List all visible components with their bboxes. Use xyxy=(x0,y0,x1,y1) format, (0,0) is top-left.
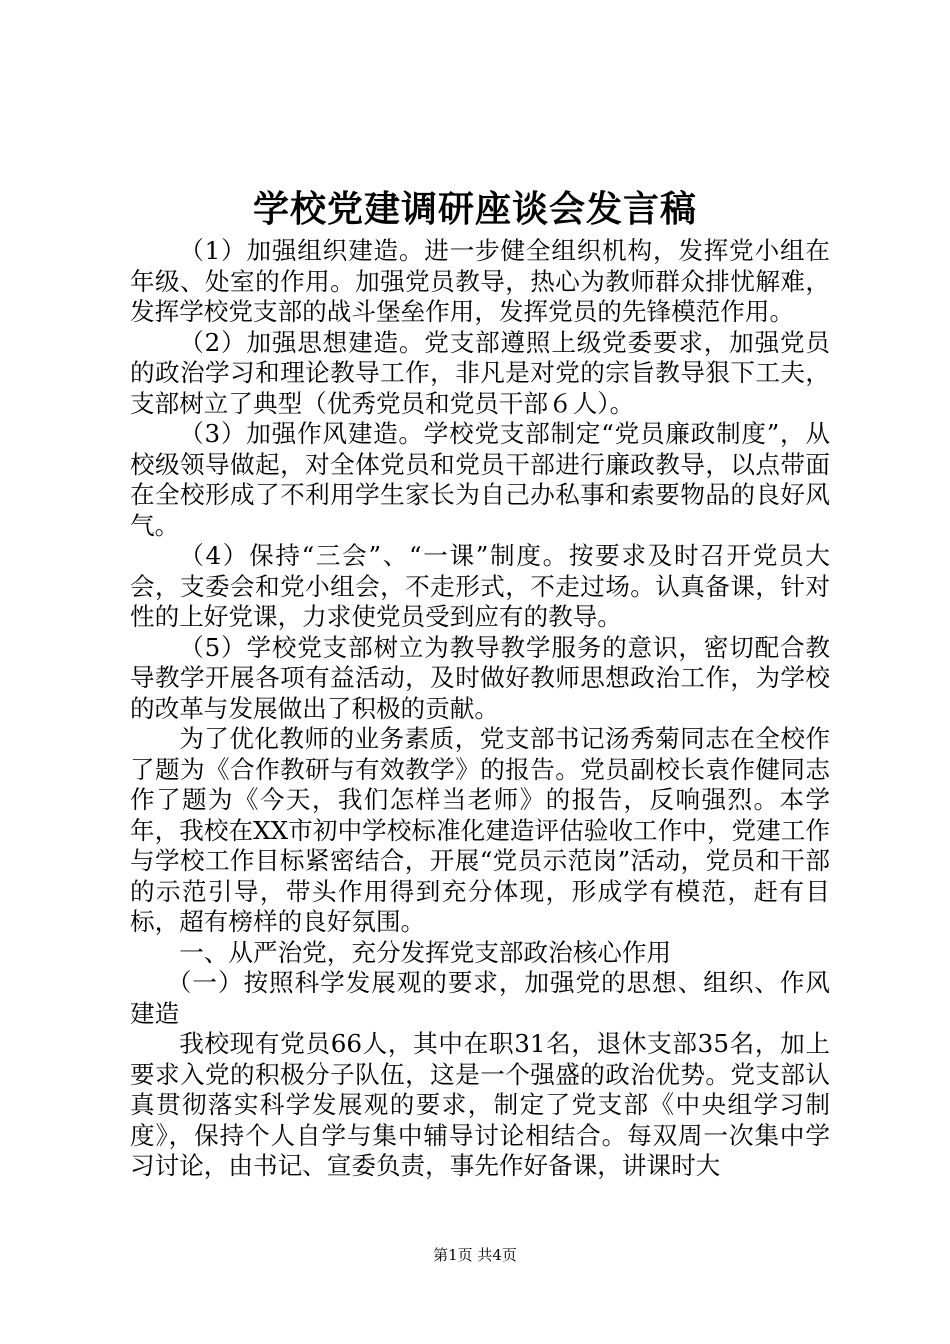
paragraph-work-style: （3）加强作风建造。学校党支部制定“党员廉政制度”，从校级领导做起，对全体党员和党员干部进行廉政教导，以点带面在全校形成了不利用学生家长为自己办私事和索要物品的良好风气。 xyxy=(130,419,830,540)
paragraph-meetings: （4）保持“三会”、“一课”制度。按要求及时召开党员大会，支委会和党小组会，不走形式，不走过场。认真备课，针对性的上好党课，力求使党员受到应有的教导。 xyxy=(130,541,830,631)
paragraph-ideology: （2）加强思想建造。党支部遵照上级党委要求，加强党员的政治学习和理论教导工作，非凡是对党的宗旨教导狠下工夫，支部树立了典型（优秀党员和党员干部６人）。 xyxy=(130,327,830,418)
document-body xyxy=(130,236,830,1182)
document-title: 学校党建调研座谈会发言稿 xyxy=(252,188,697,230)
page-footer: 第1页 共4页 xyxy=(433,1246,517,1264)
paragraph-organization: （1）加强组织建造。进一步健全组织机构，发挥党小组在年级、处室的作用。加强党员教导，热心为教师群众排忧解难，发挥学校党支部的战斗堡垒作用，发挥党员的先锋模范作用。 xyxy=(130,236,830,326)
subsection-heading-1: （一）按照科学发展观的要求，加强党的思想、组织、作风建造 xyxy=(130,968,830,1028)
section-heading-1: 一、从严治党，充分发挥党支部政治核心作用 xyxy=(179,937,672,967)
paragraph-members: 我校现有党员66人，其中在职31名，退休支部35名，加上要求入党的积极分子队伍，这是一个强盛的政治优势。党支部认真贯彻落实科学发展观的要求，制定了党支部《中央组学习制度》，保持个人自学与集中辅导讨论相结合。每双周一次集中学习讨论，由书记、宣委负责，事先作好备课，讲课时大 xyxy=(130,1029,830,1180)
paragraph-service: （5）学校党支部树立为教导教学服务的意识，密切配合教导教学开展各项有益活动，及时做好教师思想政治工作，为学校的改革与发展做出了积极的贡献。 xyxy=(130,632,830,723)
paragraph-teacher-quality: 为了优化教师的业务素质，党支部书记汤秀菊同志在全校作了题为《合作教研与有效教学》的报告。党员副校长袁作健同志作了题为《今天，我们怎样当老师》的报告，反响强烈。本学年，我校在XX市初中学校标准化建造评估验收工作中，党建工作与学校工作目标紧密结合，开展“党员示范岗”活动，党员和干部的示范引导，带头作用得到充分体现，形成学有模范，赶有目标，超有榜样的良好氛围。 xyxy=(130,724,830,936)
